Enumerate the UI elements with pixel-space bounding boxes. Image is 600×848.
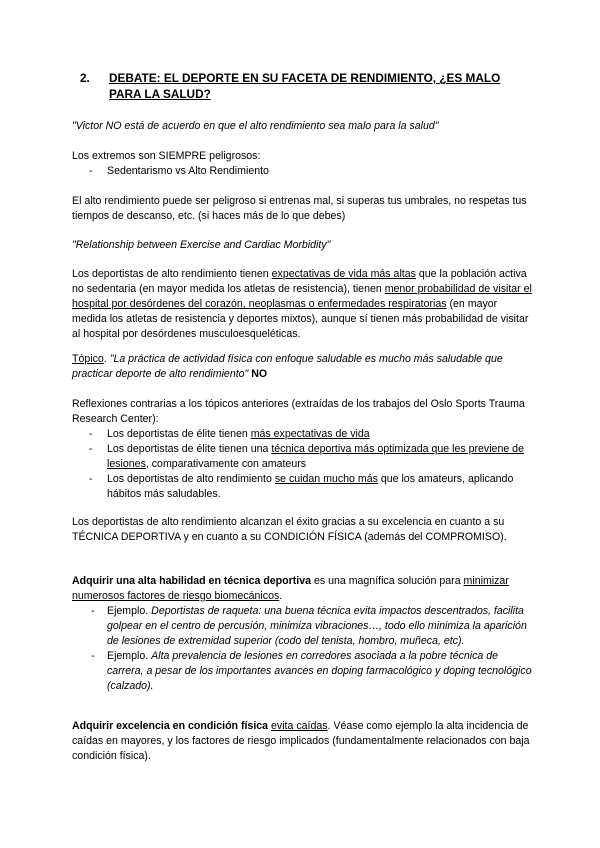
underlined-text: expectativas de vida más altas [271,268,416,280]
underlined-text: más expectativas de vida [250,428,370,440]
list-dash: - [91,650,95,662]
paragraph-athletes [72,267,532,342]
topic-paragraph [72,352,532,382]
text-run: que los amateurs, aplicando hábitos más saludables. [107,473,514,500]
reflections-intro: Reflexiones contrarias a los tópicos anteriores (extraídas de los trabajos del Oslo Sports Trauma Research Center): [72,398,525,425]
quote-relationship: "Relationship between Exercise and Cardiac Morbidity" [72,239,331,251]
example-label: Ejemplo. [107,605,152,617]
text-run: . [279,590,283,602]
paragraph-high-performance: El alto rendimiento puede ser peligroso si entrenas mal, si superas tus umbrales, no respetas tus tiempos de descanso, etc. (si haces más de lo que debes) [72,195,527,222]
text-run: , comparativamente con amateurs [145,458,307,470]
list-item [72,649,532,694]
list-item [72,427,532,442]
text-run: . [103,353,110,365]
list-item [72,442,532,472]
topic-answer: NO [248,368,268,380]
extremes-intro: Los extremos son SIEMPRE peligrosos: [72,150,261,162]
quote-victor: "Victor NO está de acuerdo en que el alto rendimiento sea malo para la salud" [72,120,439,132]
list-dash: - [89,428,93,440]
text-run: que la población activa no sedentaria (en mayor medida los atletas de resistencia), tienen [72,268,527,295]
technique-block [72,574,532,694]
technique-paragraph [72,574,532,604]
list-dash: - [89,443,93,455]
section-number: 2. [80,71,90,85]
extremes-item: Sedentarismo vs Alto Rendimiento [107,165,269,177]
list-dash: - [89,165,93,177]
paragraph-success: Los deportistas de alto rendimiento alcanzan el éxito gracias a su excelencia en cuanto a su TÉCNICA DEPORTIVA y en cuanto a su CONDICIÓN FÍSICA (además del COMPROMISO). [72,516,507,543]
text-run: Los deportistas de élite tienen [107,428,251,440]
topic-quote: "La práctica de actividad física con enfoque saludable es mucho más saludable que practicar deporte de alto rendimiento" [72,353,503,380]
text-run: . Véase como ejemplo la alta incidencia de caídas en mayores, y los factores de riesgo implicados (fundamentalmente relacionados con baja condición física). [72,720,530,762]
underlined-text: menor probabilidad de visitar el hospital por desórdenes del corazón, neoplasmas o enfermedades respiratorias [72,283,532,310]
extremes-block [72,149,532,179]
list-item [72,604,532,649]
topic-label: Tópico [72,353,104,365]
section-title: DEBATE: EL DEPORTE EN SU FACETA DE RENDIMIENTO, ¿ES MALO PARA LA SALUD? [109,71,501,101]
underlined-text: evita caídas [271,720,328,732]
list-item [72,472,532,502]
text-run: Los deportistas de élite tienen una [107,443,272,455]
example-text: Deportistas de raqueta: una buena técnica evita impactos descentrados, facilita golpear en el centro de percusión, minimiza vibraciones…, todo ello minimiza la aparición de lesiones de extremidad superior (codo del tenista, hombro, muñeca, etc). [107,605,527,647]
list-dash: - [91,605,95,617]
bold-text: Adquirir una alta habilidad en técnica deportiva [72,575,311,587]
text-run: es una magnífica solución para [311,575,464,587]
example-text: Alta prevalencia de lesiones en corredores asociada a la pobre técnica de carrera, a pesar de los importantes avances en doping farmacológico y doping tecnológico (calzado). [107,650,532,692]
reflections-block [72,397,532,502]
list-item [72,164,532,179]
list-dash: - [89,473,93,485]
text-run: (en mayor medida los atletas de resistencia y deportes mixtos), aunque sí tienen más probabilidad de visitar al hospital por desórdenes musculoesqueléticas. [72,298,529,340]
underlined-text: técnica deportiva más optimizada que les previene de lesiones [107,443,524,470]
example-label: Ejemplo. [107,650,152,662]
text-run: Los deportistas de alto rendimiento [107,473,275,485]
text-run: Los deportistas de alto rendimiento tienen [72,268,272,280]
fitness-paragraph [72,719,532,764]
underlined-text: minimizar numerosos factores de riesgo biomecánicos [72,575,509,602]
bold-text: Adquirir excelencia en condición física [72,720,269,732]
underlined-text: se cuidan mucho más [274,473,378,485]
